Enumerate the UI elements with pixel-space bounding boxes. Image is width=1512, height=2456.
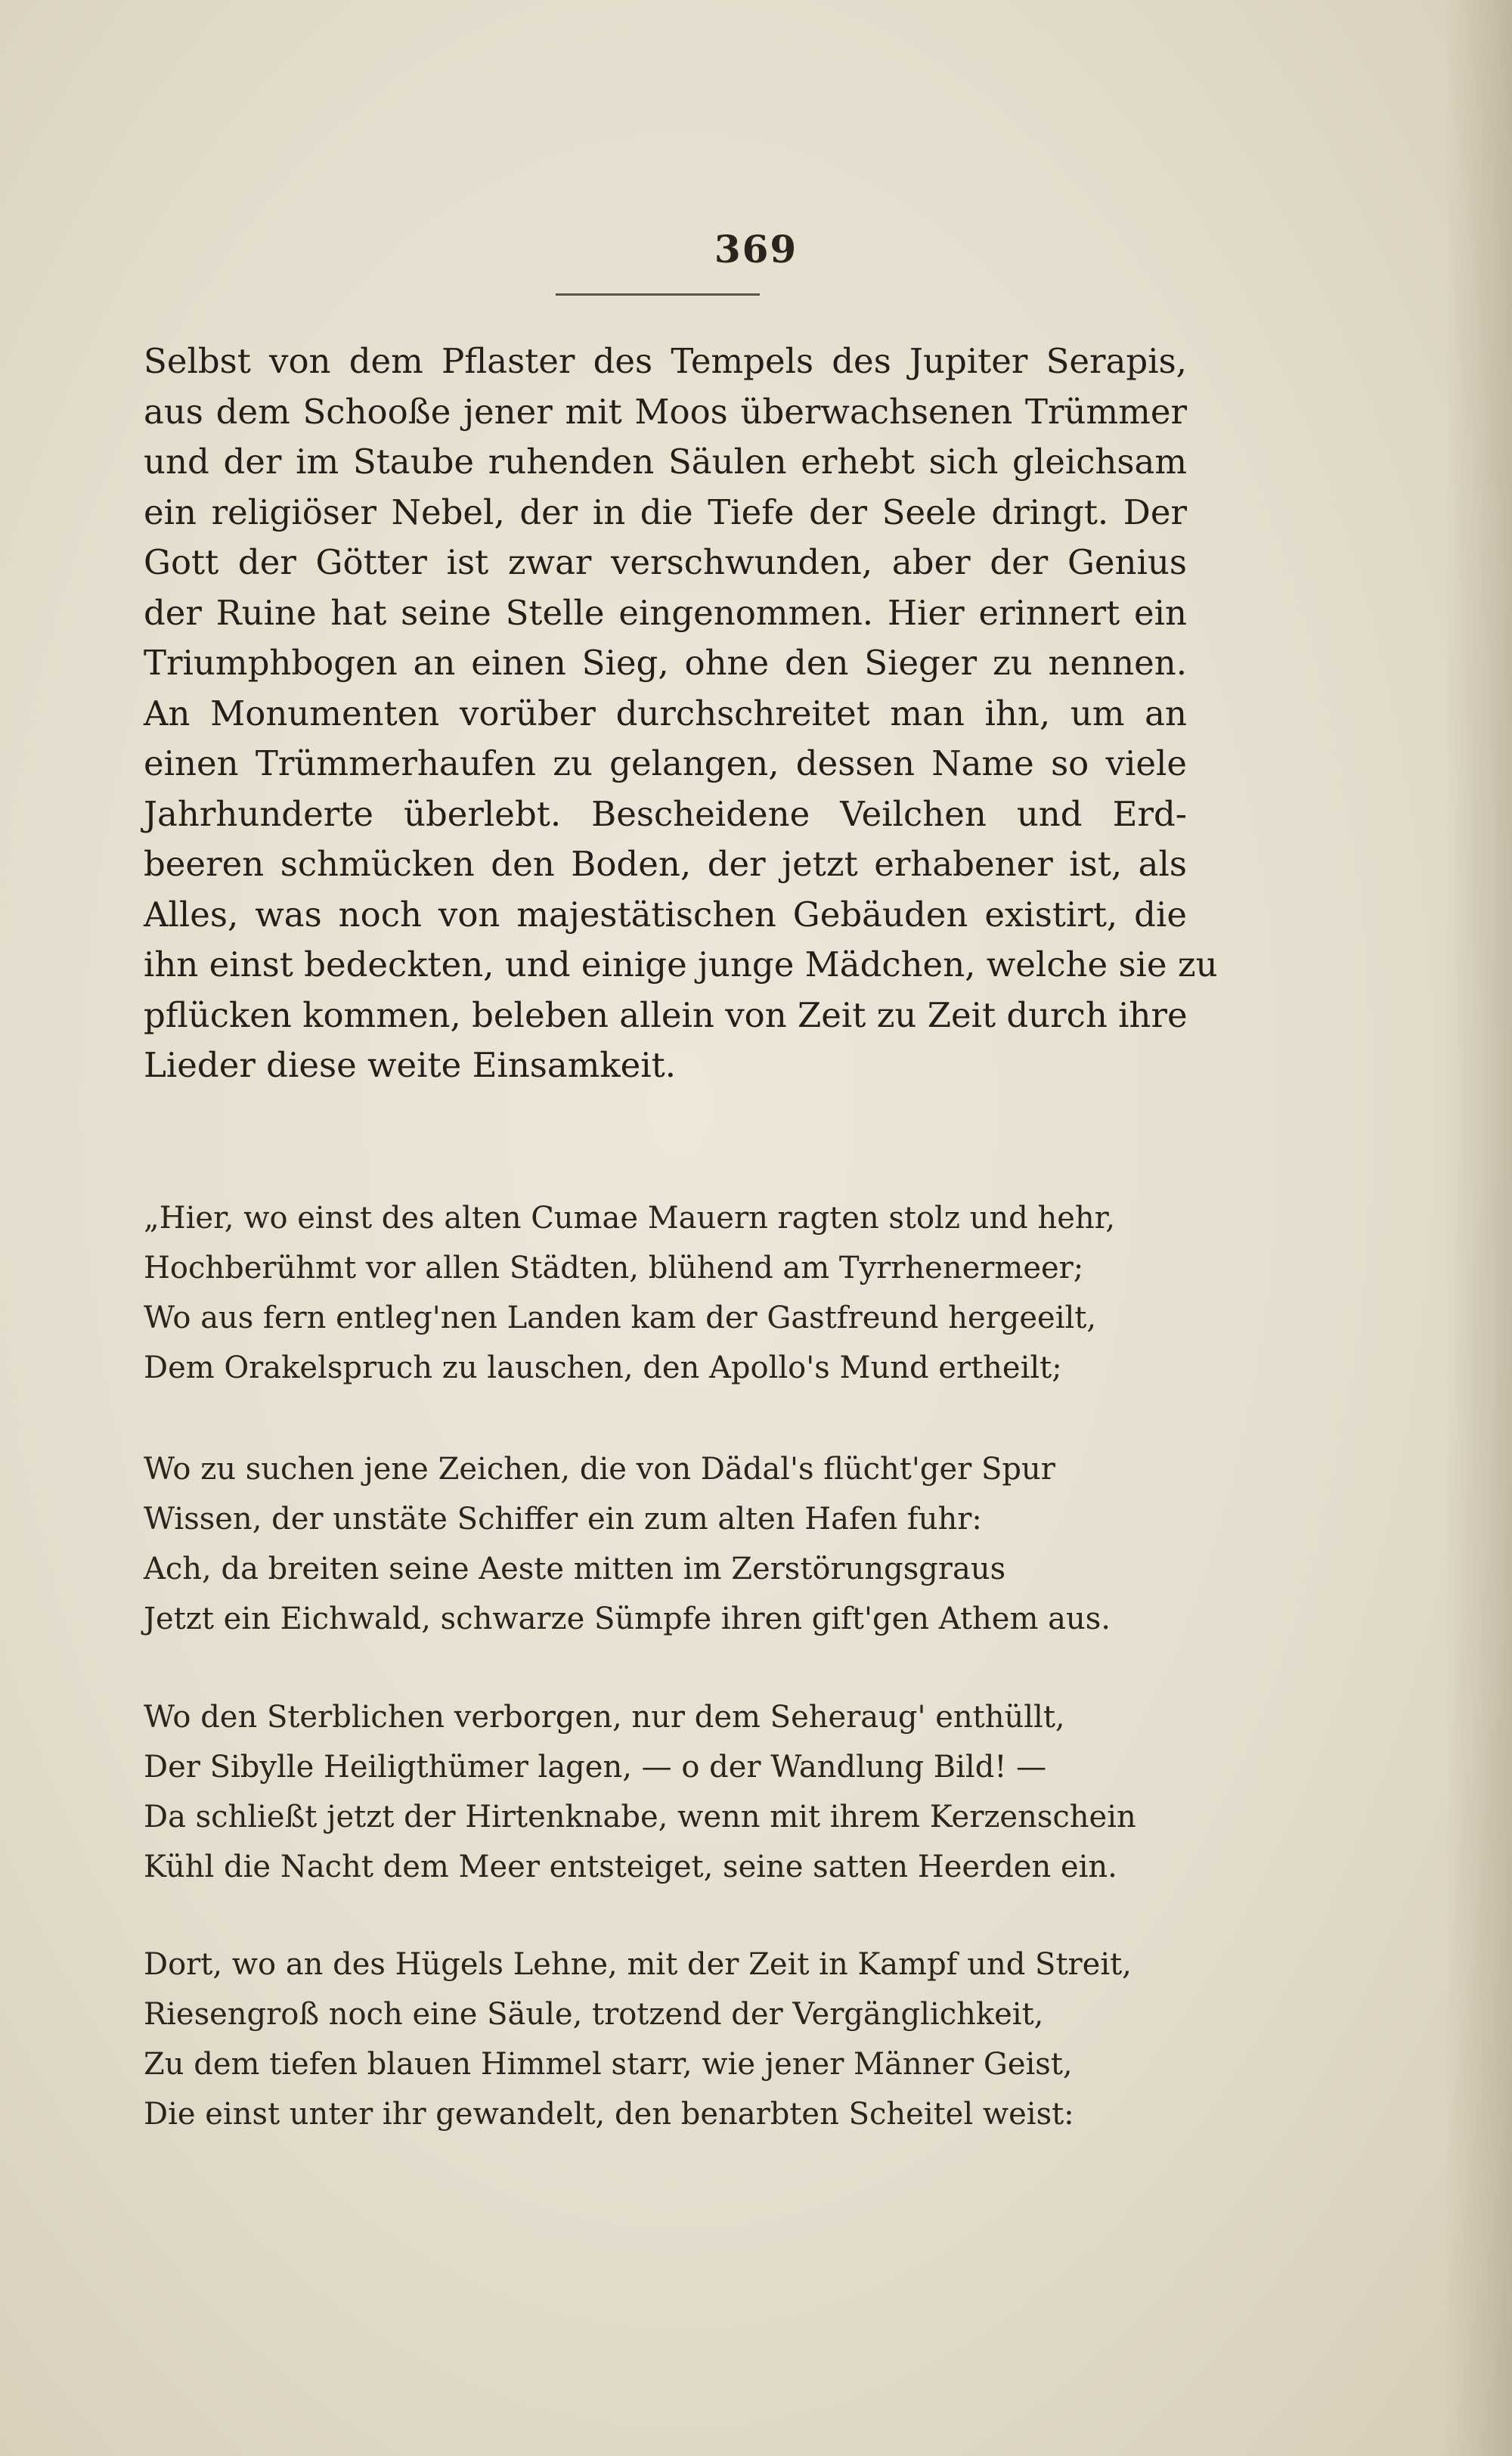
- verse-line: Hochberühmt vor allen Städten, blühend am Tyrrhenermeer;: [144, 1251, 1084, 1285]
- verse-line: Wo zu suchen jene Zeichen, die von Dädal's flücht'ger Spur: [144, 1452, 1055, 1487]
- prose-line: aus dem Schooße jener mit Moos überwachsenen Trümmer: [144, 391, 1187, 432]
- poem-stanza-4: [144, 1940, 1202, 2139]
- verse-line: Die einst unter ihr gewandelt, den benarbten Scheitel weist:: [144, 2097, 1074, 2132]
- prose-line: ein religiöser Nebel, der in die Tiefe der Seele dringt. Der: [144, 492, 1187, 532]
- verse-line: Jetzt ein Eichwald, schwarze Sümpfe ihren gift'gen Athem aus.: [144, 1602, 1111, 1636]
- verse-line: Ach, da breiten seine Aeste mitten im Zerstörungsgraus: [144, 1552, 1006, 1586]
- verse-line: Da schließt jetzt der Hirtenknabe, wenn mit ihrem Kerzenschein: [144, 1800, 1136, 1834]
- prose-line: einen Trümmerhaufen zu gelangen, dessen Name so viele: [144, 743, 1187, 783]
- page-edge-shadow: [1444, 0, 1512, 2456]
- page-number: 369: [714, 227, 798, 271]
- prose-line: Lieder diese weite Einsamkeit.: [144, 1045, 677, 1085]
- poem-stanza-1: [144, 1193, 1202, 1393]
- prose-line: und der im Staube ruhenden Säulen erhebt sich gleichsam: [144, 442, 1187, 482]
- prose-line: Selbst von dem Pflaster des Tempels des Jupiter Serapis,: [144, 341, 1187, 381]
- prose-line: Gott der Götter ist zwar verschwunden, aber der Genius: [144, 542, 1187, 582]
- verse-line: Riesengroß noch eine Säule, trotzend der Vergänglichkeit,: [144, 1997, 1044, 2032]
- header-rule: [556, 293, 760, 296]
- verse-line: Wo aus fern entleg'nen Landen kam der Gastfreund hergeeilt,: [144, 1301, 1097, 1335]
- prose-line: der Ruine hat seine Stelle eingenommen. Hier erinnert ein: [144, 592, 1187, 633]
- verse-line: Dort, wo an des Hügels Lehne, mit der Zeit in Kampf und Streit,: [144, 1947, 1132, 1982]
- verse-line: Zu dem tiefen blauen Himmel starr, wie jener Männer Geist,: [144, 2047, 1073, 2082]
- prose-line: pflücken kommen, beleben allein von Zeit zu Zeit durch ihre: [144, 994, 1188, 1035]
- prose-line: Jahrhunderte überlebt. Bescheidene Veilchen und Erd-: [144, 793, 1187, 834]
- verse-line: Der Sibylle Heiligthümer lagen, — o der Wandlung Bild! —: [144, 1750, 1047, 1785]
- poem-stanza-3: [144, 1692, 1202, 1892]
- verse-line: Dem Orakelspruch zu lauschen, den Apollo's Mund ertheilt;: [144, 1350, 1062, 1385]
- verse-line: „Hier, wo einst des alten Cumae Mauern ragten stolz und hehr,: [144, 1201, 1116, 1236]
- prose-line: beeren schmücken den Boden, der jetzt erhabener ist, als: [144, 844, 1187, 884]
- prose-line: ihn einst bedeckten, und einige junge Mädchen, welche sie zu: [144, 944, 1218, 985]
- prose-paragraph: [144, 336, 1218, 1091]
- prose-line: An Monumenten vorüber durchschreitet man ihn, um an: [144, 693, 1187, 733]
- poem-stanza-2: [144, 1444, 1202, 1644]
- verse-line: Wissen, der unstäte Schiffer ein zum alten Hafen fuhr:: [144, 1502, 982, 1537]
- prose-line: Triumphbogen an einen Sieg, ohne den Sieger zu nennen.: [144, 643, 1187, 683]
- verse-line: Wo den Sterblichen verborgen, nur dem Seheraug' enthüllt,: [144, 1700, 1065, 1735]
- prose-line: Alles, was noch von majestätischen Gebäuden existirt, die: [144, 894, 1187, 935]
- verse-line: Kühl die Nacht dem Meer entsteiget, seine satten Heerden ein.: [144, 1850, 1117, 1884]
